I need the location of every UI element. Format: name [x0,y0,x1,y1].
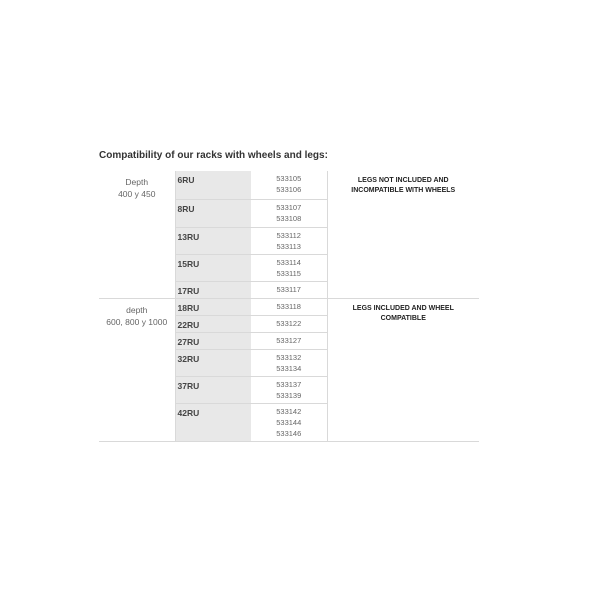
ru-cell: 8RU [175,199,251,227]
ru-cell: 27RU [175,332,251,349]
depth-cell [99,298,175,441]
codes-cell [251,349,327,376]
codes-cell [251,315,327,332]
product-code: 533107 [276,202,302,212]
compatibility-note [327,171,479,298]
product-code: 533142 [276,406,302,416]
note-line: LEGS INCLUDED AND WHEEL [352,304,454,312]
product-code: 533118 [276,301,301,311]
table-title: Compatibility of our racks with wheels and legs: [99,150,328,161]
note-line: INCOMPATIBLE WITH WHEELS [351,187,456,194]
depth-cell [99,171,175,298]
product-code: 533113 [276,241,301,251]
table-row [99,171,479,199]
ru-cell: 22RU [175,315,251,332]
product-code: 533137 [276,379,302,389]
product-code: 533132 [276,352,302,362]
product-code: 533105 [276,174,302,183]
ru-cell: 37RU [175,376,251,403]
ru-cell: 42RU [175,403,251,441]
product-code: 533139 [276,390,302,400]
product-code: 533108 [276,213,302,223]
depth-label: depth [126,304,148,315]
note-line: COMPATIBLE [380,314,426,322]
product-code: 533146 [276,428,302,438]
codes-cell [251,298,327,315]
product-code: 533114 [276,257,301,267]
codes-cell [251,376,327,403]
codes-cell [251,332,327,349]
codes-cell [251,227,327,254]
ru-cell: 6RU [175,171,251,199]
compatibility-table [99,171,479,442]
codes-cell [251,281,327,298]
compatibility-note [327,298,479,441]
codes-cell [251,171,327,199]
codes-cell [251,199,327,227]
table-row [99,298,479,315]
product-code: 533122 [276,318,302,328]
ru-cell: 18RU [175,298,251,315]
depth-values: 400 y 450 [118,189,156,199]
product-code: 533134 [276,363,302,373]
product-code: 533144 [276,417,302,427]
note-line: LEGS NOT INCLUDED AND [357,177,449,184]
ru-cell: 13RU [175,227,251,254]
ru-cell: 32RU [175,349,251,376]
codes-cell [251,254,327,281]
depth-label: Depth [125,177,149,187]
product-code: 533117 [276,284,301,294]
depth-values: 600, 800 y 1000 [106,316,168,327]
product-code: 533127 [276,335,302,345]
codes-cell [251,403,327,441]
product-code: 533112 [276,230,301,240]
product-code: 533115 [276,268,301,278]
product-code: 533106 [276,185,302,194]
ru-cell: 15RU [175,254,251,281]
ru-cell: 17RU [175,281,251,298]
